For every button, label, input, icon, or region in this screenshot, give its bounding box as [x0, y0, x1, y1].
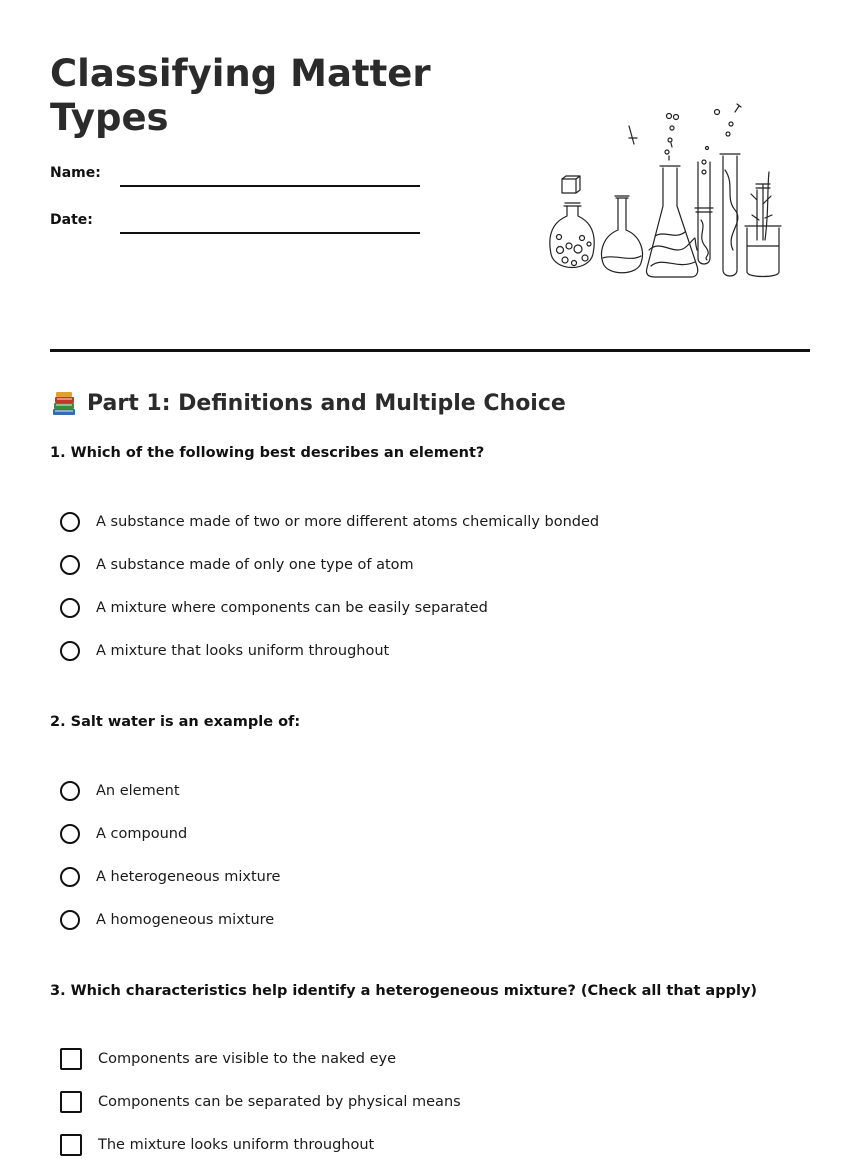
radio-button[interactable]	[60, 781, 80, 801]
q2-option-c[interactable]	[60, 864, 280, 890]
radio-button[interactable]	[60, 641, 80, 661]
option-label: The mixture looks uniform throughout	[98, 1137, 375, 1153]
option-label: An element	[96, 783, 180, 799]
option-label: A substance made of only one type of atom	[96, 557, 414, 573]
q3-option-b[interactable]	[60, 1089, 461, 1115]
name-label: Name:	[50, 165, 101, 181]
checkbox[interactable]	[60, 1134, 82, 1156]
option-label: A heterogeneous mixture	[96, 869, 281, 885]
question-2: 2. Salt water is an example of:	[50, 714, 301, 730]
radio-button[interactable]	[60, 555, 80, 575]
part1-heading-text: Part 1: Definitions and Multiple Choice	[87, 391, 566, 416]
radio-button[interactable]	[60, 512, 80, 532]
option-label: A mixture that looks uniform throughout	[96, 643, 390, 659]
option-label: A compound	[96, 826, 188, 842]
radio-button[interactable]	[60, 867, 80, 887]
worksheet-title	[50, 52, 470, 140]
checkbox[interactable]	[60, 1048, 82, 1070]
title-line-1: Classifying Matter	[50, 52, 431, 95]
q2-option-a[interactable]	[60, 778, 180, 804]
option-label: Components can be separated by physical means	[98, 1094, 461, 1110]
q1-option-b[interactable]	[60, 552, 414, 578]
title-line-2: Types	[50, 96, 169, 139]
date-label: Date:	[50, 212, 93, 228]
radio-button[interactable]	[60, 824, 80, 844]
q3-option-c[interactable]	[60, 1132, 374, 1158]
name-field[interactable]	[50, 165, 420, 189]
question-3: 3. Which characteristics help identify a heterogeneous mixture? (Check all that apply)	[50, 983, 758, 999]
radio-button[interactable]	[60, 598, 80, 618]
date-blank-line[interactable]	[120, 232, 420, 234]
option-label: A homogeneous mixture	[96, 912, 275, 928]
option-label: Components are visible to the naked eye	[98, 1051, 397, 1067]
checkbox[interactable]	[60, 1091, 82, 1113]
radio-button[interactable]	[60, 910, 80, 930]
lab-flasks-illustration	[545, 100, 785, 282]
name-blank-line[interactable]	[120, 185, 420, 187]
q2-option-d[interactable]	[60, 907, 274, 933]
option-label: A substance made of two or more different atoms chemically bonded	[96, 514, 600, 530]
date-field[interactable]	[50, 212, 420, 236]
q1-option-a[interactable]	[60, 509, 599, 535]
q1-option-c[interactable]	[60, 595, 488, 621]
q2-option-b[interactable]	[60, 821, 187, 847]
option-label: A mixture where components can be easily separated	[96, 600, 488, 616]
books-icon	[50, 390, 78, 418]
part1-heading	[50, 388, 566, 420]
q1-option-d[interactable]	[60, 638, 389, 664]
section-divider	[50, 349, 810, 352]
question-1: 1. Which of the following best describes an element?	[50, 445, 485, 461]
q3-option-a[interactable]	[60, 1046, 396, 1072]
